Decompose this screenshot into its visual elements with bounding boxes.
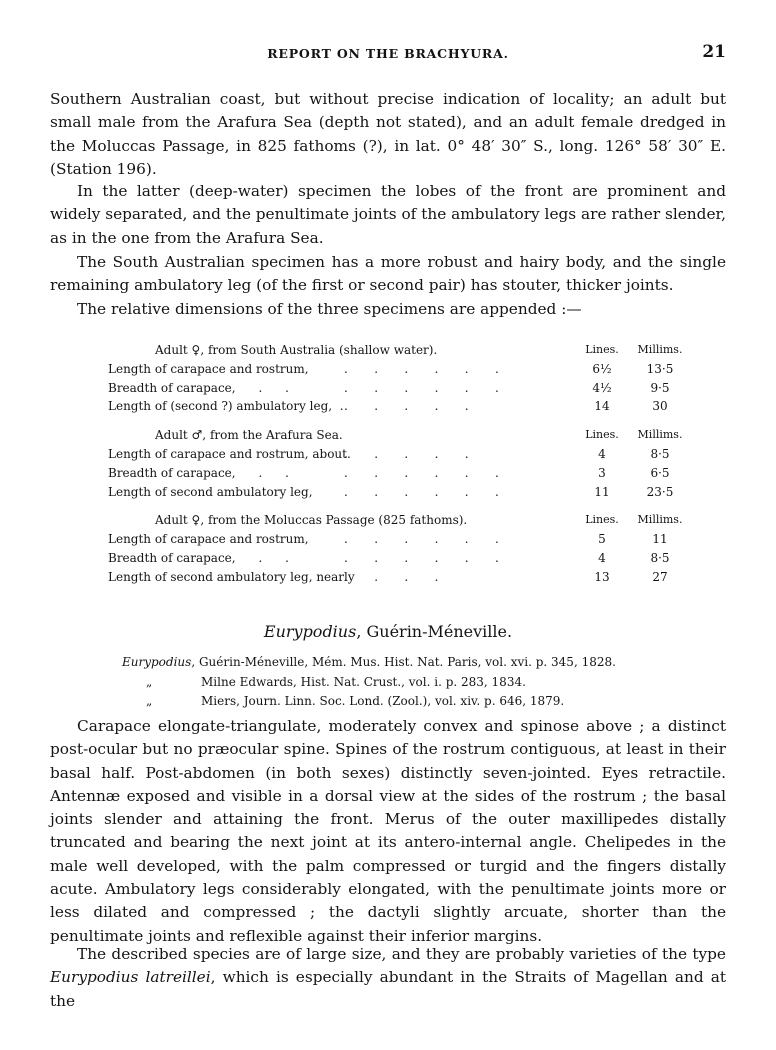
ditto-mark: „ (146, 674, 153, 689)
measurement-row (108, 397, 708, 416)
millims-value: 30 (652, 399, 668, 414)
measurement-label: Length of carapace and rostrum, (108, 532, 309, 547)
millims-header: Millims. (637, 513, 683, 527)
running-head: REPORT ON THE BRACHYURA. (267, 46, 509, 61)
measurement-label: Breadth of carapace, . . (108, 465, 289, 480)
genus-heading (50, 622, 726, 641)
measurement-label: Length of (second ?) ambulatory leg, . (108, 399, 344, 414)
lines-value: 4 (598, 446, 606, 461)
measurement-row (108, 464, 708, 483)
genus-description: Carapace elongate-triangulate, moderately convex and spinose above ; a distinct post-ocular but no præocular spine. Spines of the rostrum contiguous, at least in their basal half. Post-abdomen (in both sexes) distinctly seven-jointed. Eyes retractile. Antennæ exposed and visible in a dorsal view at the sides of the rostrum ; the basal joints slender and attaining the front. Merus of the outer maxillipedes distally truncated and bearing the next joint at its antero-internal angle. Chelipedes in the male well developed, with the palm compressed or turgid and the fingers distally acute. Ambulatory legs considerably elongated, with the penultimate joints more or less dilated and compressed ; the dactyli slightly arcuate, shorter than the penultimate joints and reflexible against their inferior margins. (50, 717, 726, 945)
millims-value: 8·5 (650, 446, 670, 461)
reference-text: Miers, Journ. Linn. Soc. Lond. (Zool.), vol. xiv. p. 646, 1879. (201, 694, 565, 708)
lines-value: 13 (594, 569, 610, 584)
group-heading: Adult ♀, from the Moluccas Passage (825 fathoms). (155, 513, 468, 528)
millims-header: Millims. (637, 428, 683, 442)
millims-value: 11 (652, 532, 668, 547)
dimensions-table (108, 341, 708, 597)
measurement-row (108, 360, 708, 379)
paragraph-1: Southern Australian coast, but without precise indication of locality; an adult but small male from the Arafura Sea (depth not stated), and an adult female dredged in the Moluccas Passage, in 825 fathoms (?), in lat. 0° 48′ 30″ S., long. 126° 58′ 30″ E. (Station 196). (50, 90, 726, 178)
leader-dots: . . . . . . (344, 361, 500, 376)
reference-line (122, 692, 722, 712)
lines-value: 14 (594, 399, 610, 414)
measurement-row (108, 549, 708, 568)
lines-header: Lines. (585, 343, 619, 356)
leader-dots: . . . . . (344, 446, 470, 461)
page-number: 21 (702, 42, 726, 62)
reference-text: Milne Edwards, Hist. Nat. Crust., vol. i. p. 283, 1834. (201, 674, 526, 689)
leader-dots: . . . . . . (344, 484, 500, 499)
lines-value: 4½ (592, 380, 612, 395)
paragraph-3: The South Australian specimen has a more robust and hairy body, and the single remaining ambulatory leg (of the first or second pair) has stouter, thicker joints. (50, 253, 726, 295)
measurement-label: Length of carapace and rostrum, about. (108, 446, 351, 461)
leader-dots: . . . . (344, 569, 439, 584)
group-header (108, 426, 708, 445)
leader-dots: . . . . . . (344, 532, 500, 547)
leader-dots: . . . . . . (344, 465, 500, 480)
group-heading: Adult ♀, from South Australia (shallow water). (155, 343, 438, 357)
lines-value: 11 (594, 484, 610, 499)
genus-name: Eurypodius (263, 622, 357, 641)
group-heading: Adult ♂, from the Arafura Sea. (155, 428, 343, 443)
reference-text: , Guérin-Méneville, Mém. Mus. Hist. Nat. Paris, vol. xvi. p. 345, 1828. (191, 655, 616, 669)
millims-value: 8·5 (650, 550, 670, 565)
lines-value: 5 (598, 532, 606, 547)
group-header (108, 341, 708, 360)
synonymy-references (122, 653, 722, 712)
paragraph-6-start: The described species are of large size, and they are probably varieties of the type (77, 945, 726, 963)
paragraph-6 (50, 943, 726, 1013)
leader-dots: . . . . . . (344, 380, 500, 395)
paragraph-4: The relative dimensions of the three specimens are appended :— (77, 300, 582, 318)
page-header (50, 42, 726, 66)
millims-value: 27 (652, 569, 668, 584)
measurement-label: Length of second ambulatory leg, nearly (108, 569, 355, 584)
measurement-row (108, 530, 708, 549)
measurement-row (108, 483, 708, 502)
lines-value: 6½ (592, 361, 612, 376)
group-header (108, 511, 708, 530)
reference-line (122, 673, 722, 693)
measurement-label: Breadth of carapace, . . (108, 550, 289, 565)
lines-header: Lines. (585, 513, 619, 527)
measurement-row (108, 379, 708, 398)
lines-value: 3 (598, 465, 606, 480)
paragraph-2: In the latter (deep-water) specimen the lobes of the front are prominent and widely separated, and the penultimate joints of the ambulatory legs are rather slender, as in the one from the Arafura Sea. (50, 182, 726, 247)
millims-value: 6·5 (650, 465, 670, 480)
millims-value: 9·5 (650, 380, 670, 395)
lines-value: 4 (598, 550, 606, 565)
millims-value: 23·5 (646, 484, 674, 499)
lines-header: Lines. (585, 428, 619, 442)
specimen-group (108, 341, 708, 416)
reference-line (122, 653, 722, 673)
measurement-row (108, 568, 708, 587)
ditto-mark: „ (146, 694, 153, 708)
leader-dots: . . . . . . (344, 550, 500, 565)
measurement-label: Length of carapace and rostrum, (108, 361, 309, 376)
measurement-row (108, 445, 708, 464)
measurement-label: Breadth of carapace, . . (108, 380, 289, 395)
reference-genus: Eurypodius (122, 655, 192, 669)
species-name: Eurypodius latreillei (50, 968, 211, 987)
specimen-group (108, 511, 708, 586)
specimen-group (108, 426, 708, 501)
genus-authority: , Guérin-Méneville. (356, 622, 513, 641)
leader-dots: . . . . . (344, 399, 470, 414)
measurement-label: Length of second ambulatory leg, (108, 484, 313, 499)
millims-header: Millims. (637, 343, 683, 356)
millims-value: 13·5 (646, 361, 674, 376)
paragraph-6-end: , which is especially abundant in the Straits of Magellan and at the (50, 968, 726, 1010)
